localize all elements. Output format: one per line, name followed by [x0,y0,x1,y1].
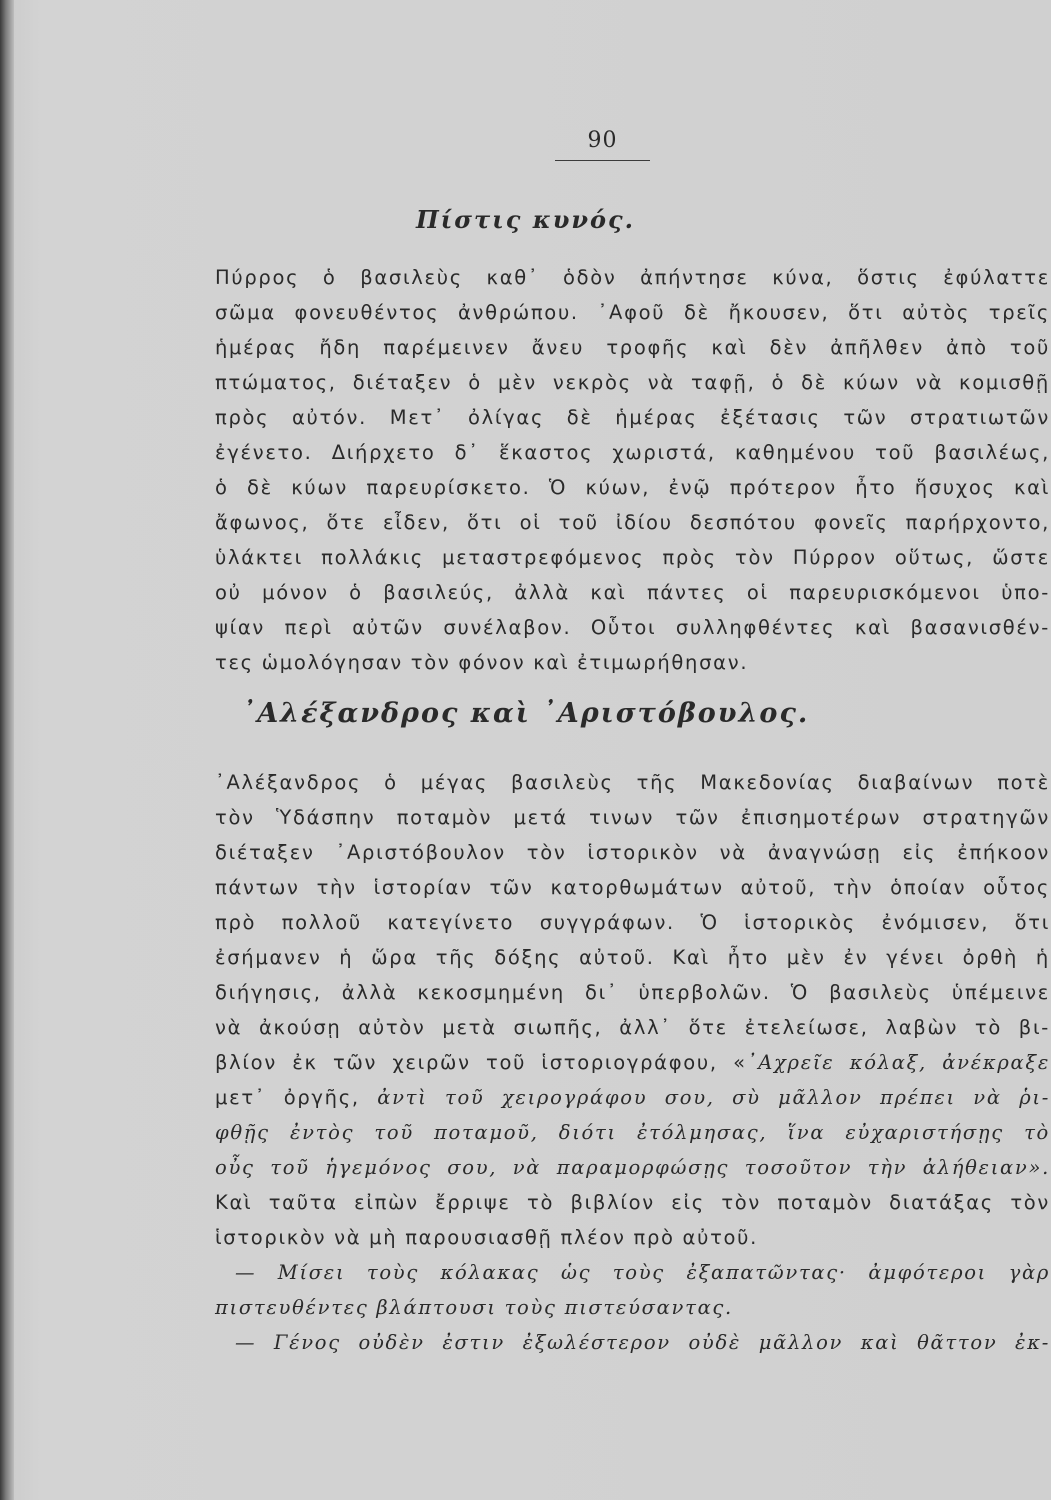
text-line: νὰ ἀκούσῃ αὐτὸν μετὰ σιωπῆς, ἀλλ᾿ ὅτε ἐτελείωσε, λαβὼν τὸ βι- [215,1016,1050,1039]
page-number-rule [555,160,650,161]
text-line: ἄφωνος, ὅτε εἶδεν, ὅτι οἱ τοῦ ἰδίου δεσπότου φονεῖς παρήρχοντο, [215,511,1050,534]
text-italic-quote: ἀντὶ τοῦ χειρογράφου σου, σὺ μᾶλλον πρέπει νὰ ῥι- [377,1086,1050,1109]
text-line: ὑλάκτει πολλάκις μεταστρεφόμενος πρὸς τὸν Πύρρον οὕτως, ὥστε [215,546,1050,569]
text-line: Πύρρος ὁ βασιλεὺς καθ᾿ ὁδὸν ἀπήντησε κύνα, ὅστις ἐφύλαττε [215,266,1050,289]
text-line-mixed [215,1080,1050,1115]
text-line: ἡμέρας ἤδη παρέμεινεν ἄνευ τροφῆς καὶ δὲν ἀπῆλθεν ἀπὸ τοῦ [215,336,1050,359]
text-italic-quote: ᾿Αχρεῖε κόλαξ, ἀνέκραξε [746,1051,1050,1074]
text-line: Καὶ ταῦτα εἰπὼν ἔρριψε τὸ βιβλίον εἰς τὸν ποταμὸν διατάξας τὸν [215,1191,1050,1214]
text-upright: μετ᾿ ὀργῆς, [215,1086,378,1109]
page-number: 90 [587,128,618,153]
text-upright: βλίον ἐκ τῶν χειρῶν τοῦ ἱστοριογράφου, « [215,1051,747,1074]
text-line: οὐ μόνον ὁ βασιλεύς, ἀλλὰ καὶ πάντες οἱ παρευρισκόμενοι ὑπο- [215,581,1050,604]
text-line: πάντων τὴν ἱστορίαν τῶν κατορθωμάτων αὐτοῦ, τὴν ὁποίαν οὗτος [215,876,1050,899]
text-line: διέταξεν ᾿Αριστόβουλον τὸν ἱστορικὸν νὰ ἀναγνώσῃ εἰς ἐπήκοον [215,841,1050,864]
section-heading-alexander-aristobulus: ᾿Αλέξανδρος καὶ ᾿Αριστόβουλος. [241,698,810,729]
text-line: ψίαν περὶ αὐτῶν συνέλαβον. Οὗτοι συλληφθέντες καὶ βασανισθέν- [215,616,1050,639]
text-line: σῶμα φονευθέντος ἀνθρώπου. ᾿Αφοῦ δὲ ἤκουσεν, ὅτι αὐτὸς τρεῖς [215,301,1050,324]
section-heading-dog-loyalty: Πίστις κυνός. [416,205,635,234]
text-line-mixed [215,1045,1050,1080]
text-line: ἐγένετο. Διήρχετο δ᾿ ἕκαστος χωριστά, καθημένου τοῦ βασιλέως, [215,441,1050,464]
paragraph-pyrrhus-dog [215,260,1050,680]
text-line: τὸν Ὑδάσπην ποταμὸν μετά τινων τῶν ἐπισημοτέρων στρατηγῶν [215,806,1050,829]
text-line: ᾿Αλέξανδρος ὁ μέγας βασιλεὺς τῆς Μακεδονίας διαβαίνων ποτὲ [215,771,1050,794]
text-line: ἐσήμανεν ἡ ὥρα τῆς δόξης αὐτοῦ. Καὶ ἦτο μὲν ἐν γένει ὀρθὴ ἡ [215,946,1050,969]
text-line: πτώματος, διέταξεν ὁ μὲν νεκρὸς νὰ ταφῇ, ὁ δὲ κύων νὰ κομισθῇ [215,371,1050,394]
text-line: πρὸς αὐτόν. Μετ᾿ ὀλίγας δὲ ἡμέρας ἐξέτασις τῶν στρατιωτῶν [215,406,1050,429]
maxim-line: πιστευθέντες βλάπτουσι τοὺς πιστεύσαντας. [215,1296,733,1319]
text-line: πρὸ πολλοῦ κατεγίνετο συγγράφων. Ὁ ἱστορικὸς ἐνόμισεν, ὅτι [215,911,1050,934]
text-line-italic: φθῇς ἐντὸς τοῦ ποταμοῦ, διότι ἐτόλμησας, ἵνα εὐχαριστήσῃς τὸ [215,1121,1050,1144]
text-line: ὁ δὲ κύων παρευρίσκετο. Ὁ κύων, ἐνῷ πρότερον ἦτο ἥσυχος καὶ [215,476,1050,499]
maxim-line: — Μίσει τοὺς κόλακας ὡς τοὺς ἐξαπατῶντας· ἀμφότεροι γὰρ [235,1261,1050,1284]
maxim-line: — Γένος οὐδὲν ἐστιν ἐξωλέστερον οὐδὲ μᾶλλον καὶ θᾶττον ἐκ- [235,1331,1050,1354]
text-line-italic: οὖς τοῦ ἡγεμόνος σου, νὰ παραμορφώσῃς τοσοῦτον τὴν ἀλήθειαν». [215,1156,1050,1179]
text-line: τες ὡμολόγησαν τὸν φόνον καὶ ἐτιμωρήθησαν. [215,651,749,674]
text-line: ἱστορικὸν νὰ μὴ παρουσιασθῇ πλέον πρὸ αὐτοῦ. [215,1226,759,1249]
text-line: διήγησις, ἀλλὰ κεκοσμημένη δι᾿ ὑπερβολῶν. Ὁ βασιλεὺς ὑπέμεινε [215,981,1050,1004]
paragraph-alexander-aristobulus [215,765,1050,1360]
